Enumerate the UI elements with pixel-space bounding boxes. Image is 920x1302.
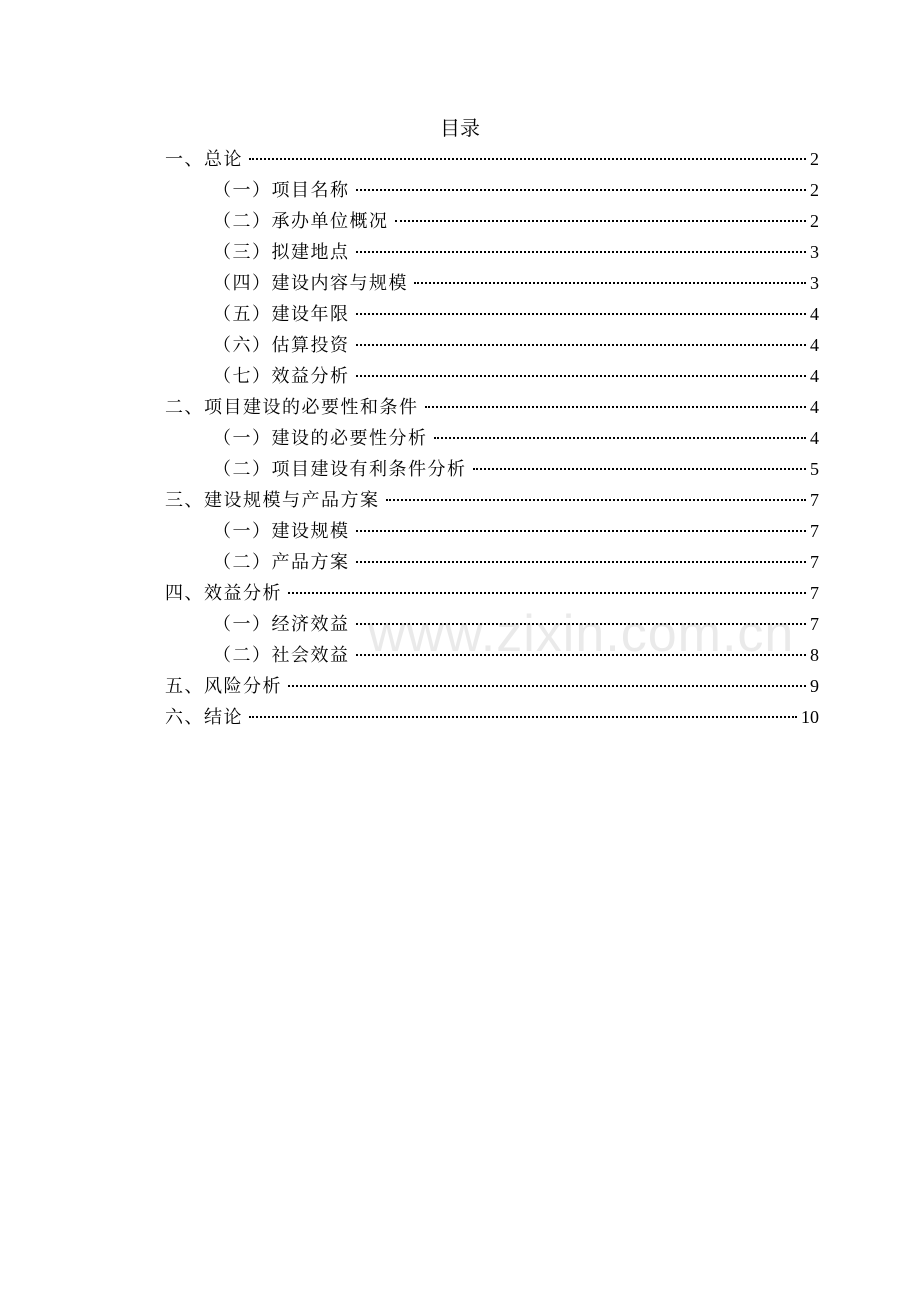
toc-entry-label: 二、项目建设的必要性和条件 <box>165 397 419 418</box>
toc-section-entry[interactable] <box>165 361 819 392</box>
toc-page-number: 9 <box>810 676 819 696</box>
toc-chapter-entry[interactable] <box>165 578 819 609</box>
toc-entry-label: 一、总论 <box>165 149 243 170</box>
toc-page-number: 7 <box>810 614 819 634</box>
toc-page-number: 3 <box>810 273 819 293</box>
dot-leader <box>249 158 806 160</box>
dot-leader <box>356 344 807 346</box>
dot-leader <box>425 406 807 408</box>
toc-entry-label: （二）项目建设有利条件分析 <box>213 459 467 480</box>
dot-leader <box>473 468 807 470</box>
toc-page-number: 10 <box>801 707 819 727</box>
dot-leader <box>249 716 797 718</box>
toc-section-entry[interactable] <box>165 454 819 485</box>
toc-section-entry[interactable] <box>165 609 819 640</box>
toc-entry-label: 四、效益分析 <box>165 583 282 604</box>
toc-page-number: 4 <box>810 304 819 324</box>
toc-title: 目录 <box>440 116 480 140</box>
dot-leader <box>288 685 806 687</box>
toc-entry-label: （六）估算投资 <box>213 335 350 356</box>
toc-entry-label: （四）建设内容与规模 <box>213 273 408 294</box>
toc-page-number: 7 <box>810 521 819 541</box>
toc-page-number: 7 <box>810 583 819 603</box>
toc-entry-label: （三）拟建地点 <box>213 242 350 263</box>
toc-entry-label: （二）承办单位概况 <box>213 211 389 232</box>
toc-entry-label: （一）建设规模 <box>213 521 350 542</box>
toc-section-entry[interactable] <box>165 237 819 268</box>
toc-section-entry[interactable] <box>165 423 819 454</box>
toc-page-number: 5 <box>810 459 819 479</box>
toc-chapter-entry[interactable] <box>165 144 819 175</box>
dot-leader <box>356 654 807 656</box>
toc-entry-label: （一）经济效益 <box>213 614 350 635</box>
toc-entry-label: 三、建设规模与产品方案 <box>165 490 380 511</box>
toc-section-entry[interactable] <box>165 299 819 330</box>
toc-entry-label: （二）社会效益 <box>213 645 350 666</box>
dot-leader <box>356 623 807 625</box>
toc-page-number: 3 <box>810 242 819 262</box>
dot-leader <box>356 251 807 253</box>
watermark: www.zixin.com.cn <box>368 605 795 663</box>
toc-entry-label: （一）项目名称 <box>213 180 350 201</box>
toc-chapter-entry[interactable] <box>165 702 819 733</box>
toc-entry-label: （七）效益分析 <box>213 366 350 387</box>
toc-entry-label: （五）建设年限 <box>213 304 350 325</box>
toc-page-number: 4 <box>810 335 819 355</box>
dot-leader <box>395 220 807 222</box>
toc-section-entry[interactable] <box>165 516 819 547</box>
toc-section-entry[interactable] <box>165 330 819 361</box>
dot-leader <box>356 313 807 315</box>
toc-entry-label: （二）产品方案 <box>213 552 350 573</box>
toc-page-number: 4 <box>810 397 819 417</box>
dot-leader <box>356 375 807 377</box>
toc-page-number: 7 <box>810 552 819 572</box>
toc-page-number: 8 <box>810 645 819 665</box>
toc-section-entry[interactable] <box>165 268 819 299</box>
toc-section-entry[interactable] <box>165 206 819 237</box>
toc-page-number: 7 <box>810 490 819 510</box>
toc-page-number: 4 <box>810 428 819 448</box>
toc-section-entry[interactable] <box>165 547 819 578</box>
dot-leader <box>434 437 807 439</box>
toc-chapter-entry[interactable] <box>165 671 819 702</box>
toc-entry-label: （一）建设的必要性分析 <box>213 428 428 449</box>
dot-leader <box>414 282 806 284</box>
toc-entry-label: 六、结论 <box>165 707 243 728</box>
toc-entry-label: 五、风险分析 <box>165 676 282 697</box>
toc-page-number: 2 <box>810 180 819 200</box>
toc-section-entry[interactable] <box>165 640 819 671</box>
dot-leader <box>386 499 807 501</box>
dot-leader <box>356 561 807 563</box>
dot-leader <box>356 189 807 191</box>
toc-chapter-entry[interactable] <box>165 485 819 516</box>
toc-page-number: 2 <box>810 149 819 169</box>
dot-leader <box>288 592 806 594</box>
dot-leader <box>356 530 807 532</box>
toc-page-number: 4 <box>810 366 819 386</box>
toc-page-number: 2 <box>810 211 819 231</box>
toc-section-entry[interactable] <box>165 175 819 206</box>
table-of-contents <box>165 144 819 733</box>
toc-chapter-entry[interactable] <box>165 392 819 423</box>
